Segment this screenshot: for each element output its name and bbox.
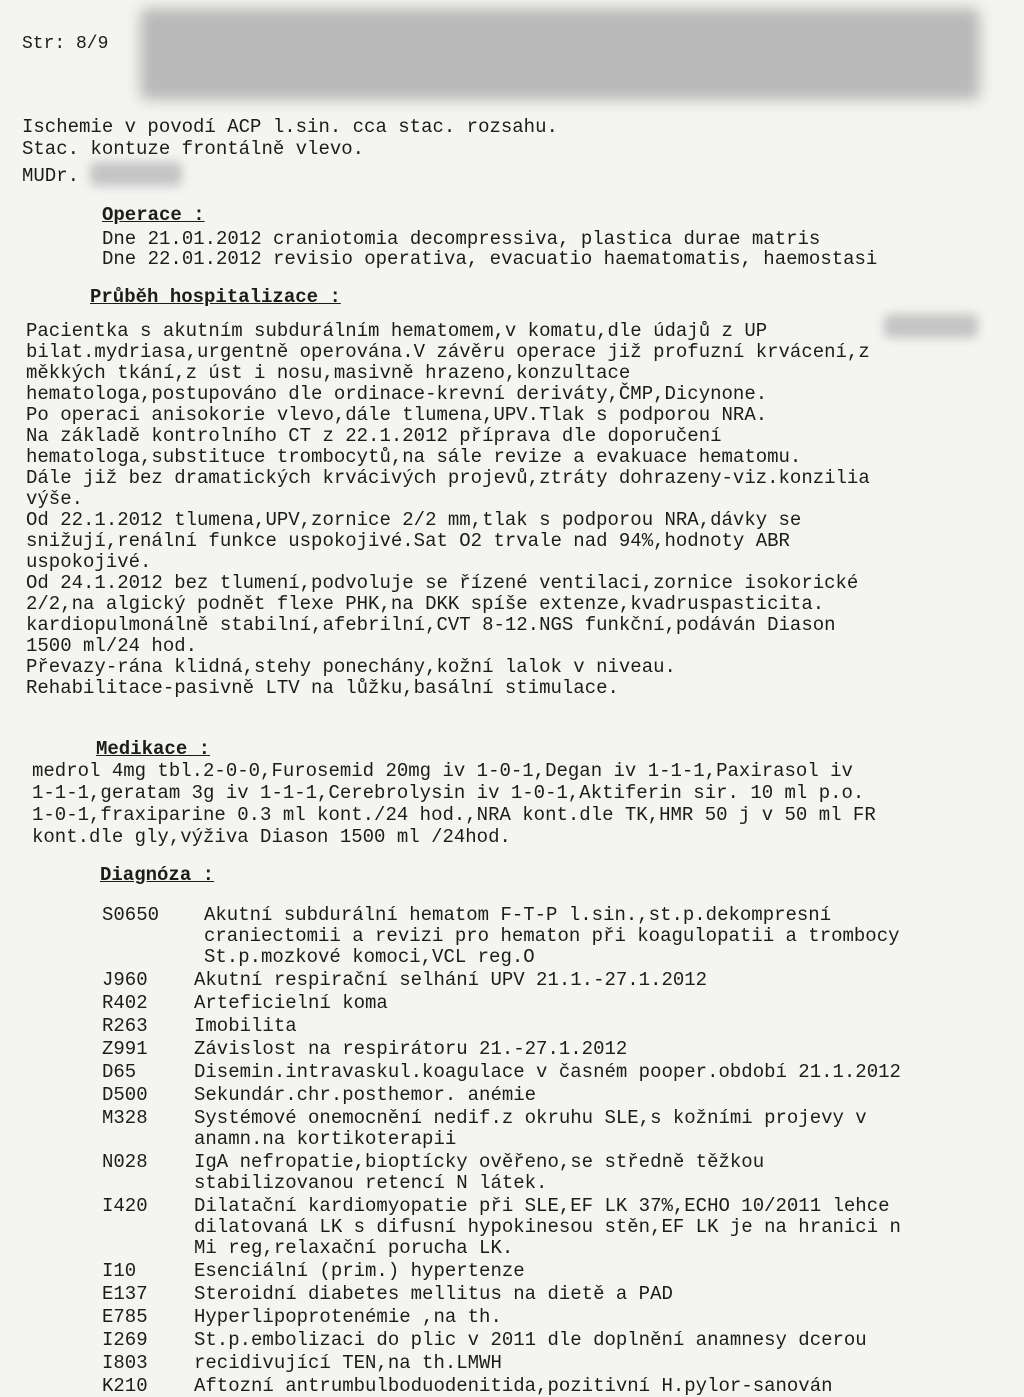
diagnosis-code: D65 [102, 1061, 137, 1083]
course-line: bilat.mydriasa,urgentně operována.V závěru operace již profuzní krvácení,z [26, 341, 870, 363]
course-line: kardiopulmonálně stabilní,afebrilní,CVT 8-12.NGS funkční,podáván Diason [26, 614, 836, 636]
diagnosis-text: dilatovaná LK s difusní hypokinesou stěn,EF LK je na hranici n [194, 1216, 901, 1238]
medication-line: kont.dle gly,výživa Diason 1500 ml /24hod. [32, 826, 511, 848]
diagnosis-text: Hyperlipoprotenémie ,na th. [194, 1306, 502, 1328]
diagnosis-text: Aftozní antrumbulboduodenitida,pozitivní H.pylor-sanován [194, 1375, 833, 1397]
diagnosis-code: I10 [102, 1260, 137, 1282]
course-line: 2/2,na algický podnět flexe PHK,na DKK spíše extenze,kvadruspasticita. [26, 593, 825, 615]
diagnosis-text: anamn.na kortikoterapii [194, 1128, 457, 1150]
course-line: 1500 ml/24 hod. [26, 635, 198, 657]
diagnosis-text: Sekundár.chr.posthemor. anémie [194, 1084, 537, 1106]
diagnosis-code: I803 [102, 1352, 148, 1374]
diagnosis-text: recidivující TEN,na th.LMWH [194, 1352, 502, 1374]
diagnosis-text: Imobilita [194, 1015, 297, 1037]
medication-heading: Medikace : [96, 738, 211, 760]
course-line: měkkých tkání,z úst i nosu,masivně hrazeno,konzultace [26, 362, 631, 384]
course-line: výše. [26, 488, 84, 510]
course-line: Rehabilitace-pasivně LTV na lůžku,basální stimulace. [26, 677, 619, 699]
course-line: Převazy-rána klidná,stehy ponechány,kožní lalok v niveau. [26, 656, 676, 678]
diagnosis-code: E137 [102, 1283, 148, 1305]
course-line: hematologa,postupováno dle ordinace-krevní deriváty,ČMP,Dicynone. [26, 383, 768, 405]
diagnosis-text: craniectomii a revizi pro hematon při koagulopatii a trombocy [204, 925, 900, 947]
course-heading: Průběh hospitalizace : [90, 286, 341, 308]
redacted-doctor-name [90, 162, 182, 186]
page-number: Str: 8/9 [22, 34, 109, 54]
medication-line: medrol 4mg tbl.2-0-0,Furosemid 20mg iv 1-0-1,Degan iv 1-1-1,Paxirasol iv [32, 760, 853, 782]
course-line: Pacientka s akutním subdurálním hematomem,v komatu,dle údajů z UP [26, 320, 768, 342]
diagnosis-text: Akutní respirační selhání UPV 21.1.-27.1.2012 [194, 969, 708, 991]
diagnosis-text: Závislost na respirátoru 21.-27.1.2012 [194, 1038, 628, 1060]
diagnosis-code: I420 [102, 1195, 148, 1217]
diagnosis-text: Systémové onemocnění nedif.z okruhu SLE,s kožními projevy v [194, 1107, 867, 1129]
course-line: Po operaci anisokorie vlevo,dále tlumena,UPV.Tlak s podporou NRA. [26, 404, 768, 426]
intro-line: Stac. kontuze frontálně vlevo. [22, 138, 365, 160]
intro-line [22, 162, 182, 187]
doctor-prefix: MUDr. [22, 165, 80, 187]
redacted-header [140, 8, 980, 100]
diagnosis-text: Akutní subdurální hematom F-T-P l.sin.,st.p.dekompresní [204, 904, 832, 926]
redacted-source [884, 314, 978, 338]
intro-line: Ischemie v povodí ACP l.sin. cca stac. rozsahu. [22, 116, 558, 138]
diagnosis-code: I269 [102, 1329, 148, 1351]
course-line: Na základě kontrolního CT z 22.1.2012 příprava dle doporučení [26, 425, 722, 447]
course-line: Od 22.1.2012 tlumena,UPV,zornice 2/2 mm,tlak s podporou NRA,dávky se [26, 509, 802, 531]
diagnosis-code: R263 [102, 1015, 148, 1037]
diagnosis-code: S0650 [102, 904, 160, 926]
diagnosis-code: M328 [102, 1107, 148, 1129]
course-line: Dále již bez dramatických krvácivých projevů,ztráty dohrazeny-viz.konzilia [26, 467, 870, 489]
diagnosis-text: St.p.embolizaci do plic v 2011 dle doplnění anamnesy dcerou [194, 1329, 867, 1351]
diagnosis-code: Z991 [102, 1038, 148, 1060]
course-line: Od 24.1.2012 bez tlumení,podvoluje se řízené ventilaci,zornice isokorické [26, 572, 859, 594]
diagnosis-code: N028 [102, 1151, 148, 1173]
medication-line: 1-1-1,geratam 3g iv 1-1-1,Cerebrolysin iv 1-0-1,Aktiferin sir. 10 ml p.o. [32, 782, 865, 804]
course-line: uspokojivé. [26, 551, 152, 573]
course-line: snižují,renální funkce uspokojivé.Sat O2 trvale nad 94%,hodnoty ABR [26, 530, 790, 552]
diagnosis-heading: Diagnóza : [100, 864, 215, 886]
diagnosis-text: Arteficielní koma [194, 992, 388, 1014]
diagnosis-text: Esenciální (prim.) hypertenze [194, 1260, 525, 1282]
diagnosis-text: Mi reg,relaxační porucha LK. [194, 1237, 514, 1259]
diagnosis-text: Steroidní diabetes mellitus na dietě a PAD [194, 1283, 673, 1305]
diagnosis-code: D500 [102, 1084, 148, 1106]
diagnosis-code: K210 [102, 1375, 148, 1397]
diagnosis-text: Disemin.intravaskul.koagulace v časném pooper.období 21.1.2012 [194, 1061, 901, 1083]
diagnosis-code: R402 [102, 992, 148, 1014]
operations-heading: Operace : [102, 204, 205, 226]
diagnosis-text: IgA nefropatie,bioptícky ověřeno,se středně těžkou [194, 1151, 765, 1173]
medication-line: 1-0-1,fraxiparine 0.3 ml kont./24 hod.,NRA kont.dle TK,HMR 50 j v 50 ml FR [32, 804, 876, 826]
operation-line: Dne 22.01.2012 revisio operativa, evacuatio haematomatis, haemostasi [102, 248, 878, 270]
diagnosis-text: stabilizovanou retencí N látek. [194, 1172, 548, 1194]
diagnosis-code: J960 [102, 969, 148, 991]
operation-line: Dne 21.01.2012 craniotomia decompressiva, plastica durae matris [102, 228, 821, 250]
diagnosis-text: Dilatační kardiomyopatie při SLE,EF LK 37%,ECHO 10/2011 lehce [194, 1195, 890, 1217]
diagnosis-code: E785 [102, 1306, 148, 1328]
diagnosis-text: St.p.mozkové komoci,VCL reg.O [204, 946, 535, 968]
course-line: hematologa,substituce trombocytů,na sále revize a evakuace hematomu. [26, 446, 802, 468]
